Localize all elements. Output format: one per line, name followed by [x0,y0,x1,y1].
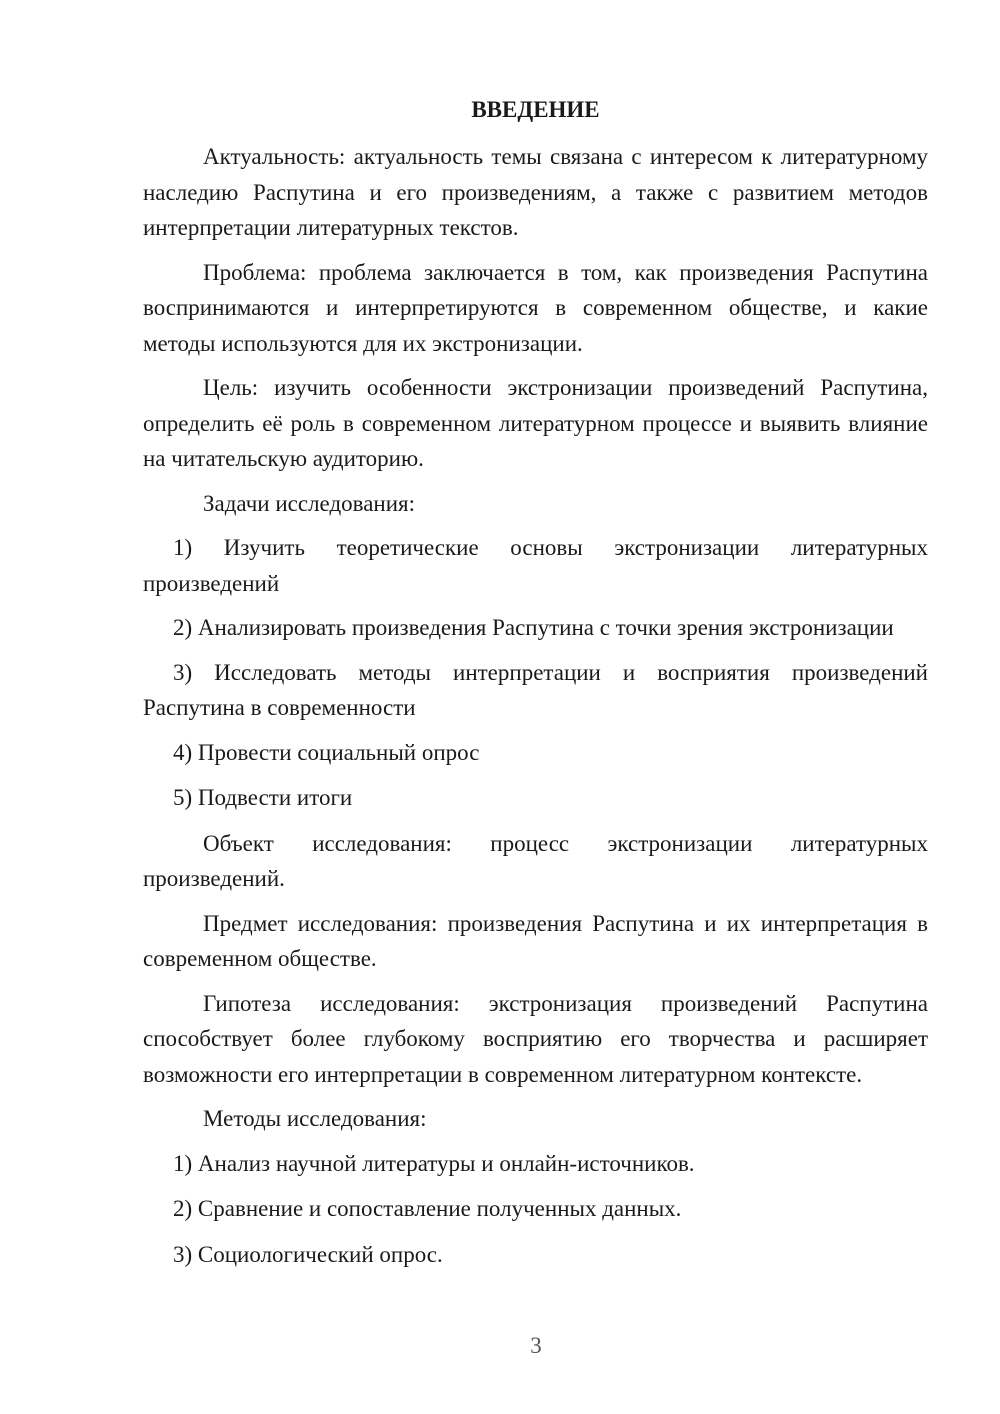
tasks-heading: Задачи исследования: [203,490,416,516]
goal-paragraph: Цель: изучить особенности экстронизации произведений Распутина, определить её роль в современном литературном процессе и выявить влияние на читательскую аудиторию. [143,375,928,471]
task-item-1: 1) Изучить теоретические основы экстронизации литературных произведений [143,535,928,596]
methods-heading: Методы исследования: [203,1106,427,1131]
hypothesis-paragraph: Гипотеза исследования: экстронизация произведений Распутина способствует более глубокому восприятию его творчества и расширяет возможности его интерпретации в современном литературном контексте. [143,990,928,1087]
method-item-3: 3) Социологический опрос. [173,1241,443,1267]
page-content [143,93,928,1282]
page-number: 3 [530,1333,542,1358]
object-paragraph: Объект исследования: процесс экстронизации литературных произведений. [143,830,928,891]
page-title: ВВЕДЕНИЕ [471,97,600,122]
task-item-3: 3) Исследовать методы интерпретации и восприятия произведений Распутина в современности [143,659,928,720]
method-item-1: 1) Анализ научной литературы и онлайн-источников. [173,1150,695,1176]
task-item-5: 5) Подвести итоги [173,785,353,810]
task-item-2: 2) Анализировать произведения Распутина с точки зрения экстронизации [173,615,894,640]
relevance-paragraph: Актуальность: актуальность темы связана с интересом к литературному наследию Распутина и его произведениям, а также с развитием методов интерпретации литературных текстов. [143,144,928,240]
method-item-2: 2) Сравнение и сопоставление полученных данных. [173,1196,682,1221]
problem-paragraph: Проблема: проблема заключается в том, как произведения Распутина воспринимаются и интерпретируются в современном обществе, и какие методы используются для их экстронизации. [143,259,928,356]
subject-paragraph: Предмет исследования: произведения Распутина и их интерпретация в современном обществе. [143,910,928,971]
task-item-4: 4) Провести социальный опрос [173,739,480,765]
